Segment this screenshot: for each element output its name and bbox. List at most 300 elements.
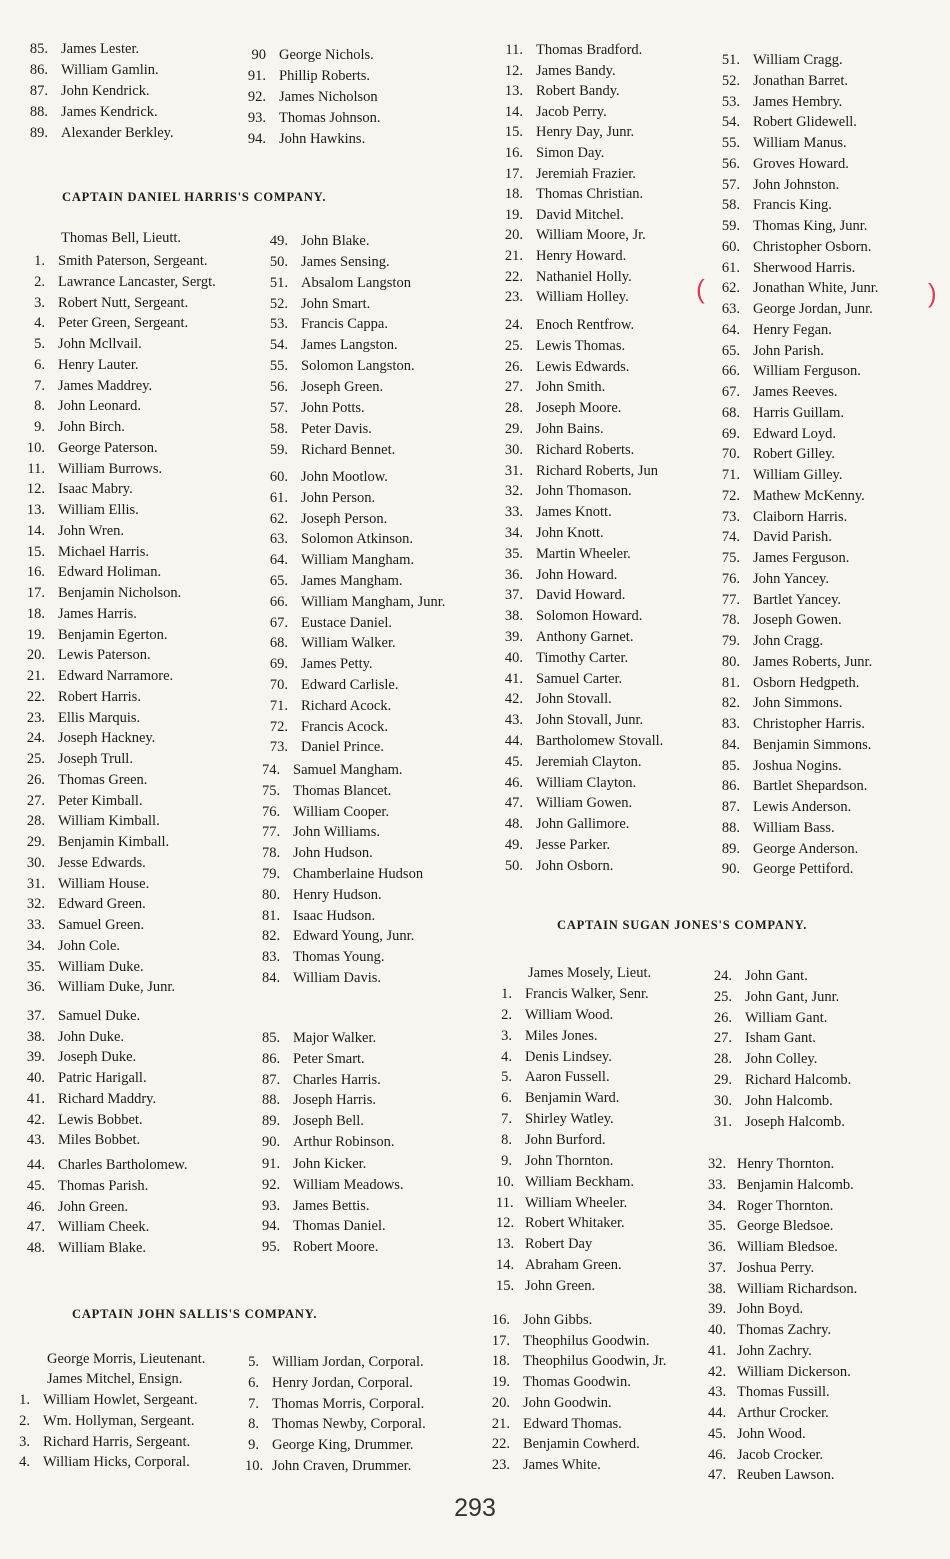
roster-name: Thomas Morris, Corporal. bbox=[272, 1395, 425, 1412]
roster-name: William Blake. bbox=[58, 1240, 147, 1256]
roster-name: Miles Jones. bbox=[525, 1027, 598, 1044]
roster-entry bbox=[496, 1130, 711, 1151]
roster-name: Henry Lauter. bbox=[58, 356, 139, 373]
roster-number: 42. bbox=[26, 1111, 45, 1128]
roster-entry bbox=[18, 102, 248, 123]
roster-entry bbox=[18, 438, 263, 459]
roster-entry bbox=[245, 1373, 475, 1394]
roster-number: 87. bbox=[721, 799, 740, 815]
roster-name: Henry Howard. bbox=[536, 248, 627, 264]
roster-name: Francis Cappa. bbox=[301, 316, 388, 333]
roster-name: Abraham Green. bbox=[525, 1257, 622, 1274]
roster-entry bbox=[18, 687, 263, 708]
roster-entry bbox=[262, 1196, 497, 1217]
roster-entry bbox=[499, 357, 709, 378]
roster-name: Robert Nutt, Sergeant. bbox=[58, 294, 189, 311]
roster-entry bbox=[496, 1067, 711, 1088]
roster-name: Arthur Robinson. bbox=[293, 1134, 395, 1150]
roster-number: 10. bbox=[496, 1173, 515, 1190]
roster-name: Edward Carlisle. bbox=[301, 677, 399, 693]
roster-name: John Wood. bbox=[737, 1425, 806, 1442]
roster-number: 20. bbox=[491, 1394, 510, 1411]
roster-name: John Hawkins. bbox=[279, 131, 366, 147]
roster-name: Thomas Blancet. bbox=[293, 782, 392, 799]
roster-entry bbox=[499, 81, 709, 102]
roster-entry bbox=[496, 1088, 711, 1109]
roster-name: Theophilus Goodwin, Jr. bbox=[523, 1353, 667, 1370]
roster-number: 92. bbox=[262, 1176, 281, 1193]
roster-name: William Gamlin. bbox=[61, 62, 159, 78]
roster-name: David Parish. bbox=[753, 529, 832, 546]
roster-number: 28. bbox=[504, 400, 523, 417]
roster-number: 83. bbox=[721, 716, 740, 732]
roster-name: Henry Day, Junr. bbox=[536, 124, 635, 141]
roster-entry bbox=[262, 1070, 497, 1091]
roster-entry bbox=[499, 689, 709, 710]
roster-entry bbox=[499, 287, 709, 308]
roster-number: 75. bbox=[721, 550, 740, 566]
roster-number: 50. bbox=[504, 857, 523, 874]
roster-name: John Gant, Junr. bbox=[745, 988, 840, 1005]
roster-number: 47. bbox=[504, 795, 523, 812]
roster-entry bbox=[262, 1028, 497, 1049]
roster-name: Wm. Hollyman, Sergeant. bbox=[43, 1412, 195, 1429]
roster-entry bbox=[18, 562, 263, 583]
roster-number: 94. bbox=[262, 1218, 281, 1235]
roster-entry bbox=[499, 164, 709, 185]
roster-name: William Ellis. bbox=[58, 502, 139, 518]
roster-entry bbox=[262, 252, 497, 273]
roster-number: 94. bbox=[247, 131, 266, 147]
roster-number: 77. bbox=[721, 591, 740, 608]
roster-name: Christopher Harris. bbox=[753, 716, 865, 732]
roster-name: Henry Hudson. bbox=[293, 886, 382, 903]
roster-name: Ellis Marquis. bbox=[58, 709, 141, 726]
roster-number: 12. bbox=[496, 1215, 515, 1232]
roster-name: James White. bbox=[523, 1456, 601, 1473]
roster-entry bbox=[262, 1132, 497, 1153]
roster-name: John Parish. bbox=[753, 342, 824, 359]
roster-number: 83. bbox=[262, 949, 281, 966]
roster-entry bbox=[499, 315, 709, 336]
roster-entry bbox=[716, 341, 936, 362]
roster-number: 8. bbox=[248, 1416, 259, 1433]
roster-number: 6. bbox=[34, 356, 45, 373]
roster-entry bbox=[716, 652, 936, 673]
roster-entry bbox=[496, 984, 711, 1005]
roster-number: 42. bbox=[708, 1363, 727, 1380]
roster-number: 78. bbox=[721, 612, 740, 629]
roster-number: 1. bbox=[34, 253, 45, 269]
roster-entry bbox=[496, 1193, 711, 1214]
roster-name: Joseph Moore. bbox=[536, 400, 622, 417]
roster-entry bbox=[262, 885, 497, 906]
roster-number: 6. bbox=[501, 1090, 512, 1107]
sugan-jones-list-col1 bbox=[496, 984, 711, 1304]
roster-number: 14. bbox=[496, 1257, 515, 1274]
roster-entry bbox=[496, 1151, 711, 1172]
roster-number: 49. bbox=[504, 837, 523, 853]
margin-bracket-close: ) bbox=[928, 278, 937, 308]
roster-entry bbox=[716, 299, 936, 320]
roster-entry bbox=[708, 1091, 938, 1112]
roster-number: 7. bbox=[248, 1395, 259, 1412]
roster-name: James Sensing. bbox=[301, 253, 390, 270]
roster-entry bbox=[708, 987, 938, 1008]
roster-name: Chamberlaine Hudson bbox=[293, 866, 424, 882]
roster-entry bbox=[499, 606, 709, 627]
roster-name: Michael Harris. bbox=[58, 543, 149, 560]
roster-entry bbox=[716, 548, 936, 569]
roster-name: Benjamin Simmons. bbox=[753, 736, 872, 753]
roster-entry bbox=[262, 509, 497, 530]
roster-name: Benjamin Ward. bbox=[525, 1090, 620, 1107]
roster-name: John Duke. bbox=[58, 1028, 125, 1045]
roster-entry bbox=[18, 60, 248, 81]
roster-name: James Knott. bbox=[536, 504, 612, 521]
roster-name: Henry Thornton. bbox=[737, 1156, 835, 1172]
roster-number: 39. bbox=[26, 1049, 45, 1066]
roster-number: 41. bbox=[504, 670, 523, 687]
roster-entry bbox=[486, 1310, 711, 1331]
roster-name: Nathaniel Holly. bbox=[536, 268, 632, 285]
roster-name: Groves Howard. bbox=[753, 155, 849, 172]
roster-number: 66. bbox=[269, 593, 288, 610]
roster-name: John Potts. bbox=[301, 399, 365, 416]
roster-name: William Bledsoe. bbox=[737, 1239, 838, 1255]
roster-number: 30. bbox=[713, 1092, 732, 1109]
roster-entry bbox=[262, 696, 497, 717]
roster-number: 11. bbox=[27, 460, 45, 477]
roster-name: Theophilus Goodwin. bbox=[523, 1332, 650, 1349]
roster-name: James Mangham. bbox=[301, 573, 403, 589]
roster-number: 37. bbox=[504, 587, 523, 604]
roster-number: 17. bbox=[504, 165, 523, 182]
roster-name: Martin Wheeler. bbox=[536, 545, 631, 562]
roster-entry bbox=[716, 258, 936, 279]
roster-name: Shirley Watley. bbox=[525, 1111, 614, 1128]
col1-top-list bbox=[18, 39, 248, 149]
roster-entry bbox=[496, 1213, 711, 1234]
roster-number: 60. bbox=[269, 469, 288, 485]
roster-name: John Johnston. bbox=[753, 176, 840, 193]
roster-name: Peter Green, Sergeant. bbox=[58, 315, 189, 332]
roster-name: William Ferguson. bbox=[753, 363, 861, 380]
roster-number: 47. bbox=[26, 1219, 45, 1236]
roster-name: Enoch Rentfrow. bbox=[536, 317, 635, 333]
roster-entry bbox=[708, 1341, 938, 1362]
roster-entry bbox=[246, 129, 481, 150]
roster-number: 28. bbox=[26, 813, 45, 830]
roster-name: Joseph Person. bbox=[301, 510, 388, 527]
roster-entry bbox=[18, 1089, 263, 1110]
roster-number: 58. bbox=[269, 420, 288, 437]
roster-entry bbox=[716, 818, 936, 839]
roster-entry bbox=[18, 313, 263, 334]
roster-number: 89. bbox=[29, 125, 48, 141]
roster-name: Samuel Mangham. bbox=[293, 762, 403, 778]
roster-name: Thomas Newby, Corporal. bbox=[272, 1416, 426, 1433]
roster-entry bbox=[499, 752, 709, 773]
heading-john-sallis-company: CAPTAIN JOHN SALLIS'S COMPANY. bbox=[72, 1307, 318, 1321]
roster-name: Thomas Green. bbox=[58, 771, 148, 788]
roster-number: 59. bbox=[269, 441, 288, 458]
roster-entry bbox=[18, 355, 263, 376]
roster-number: 53. bbox=[269, 316, 288, 333]
roster-number: 54. bbox=[269, 337, 288, 354]
sugan-jones-list-col2 bbox=[708, 966, 938, 1136]
roster-name: George Bledsoe. bbox=[737, 1218, 834, 1235]
roster-name: James Reeves. bbox=[753, 384, 838, 400]
roster-entry bbox=[716, 195, 936, 216]
roster-entry bbox=[262, 529, 497, 550]
roster-name: John Knott. bbox=[536, 525, 604, 541]
roster-entry bbox=[716, 278, 936, 299]
roster-number: 29. bbox=[504, 421, 523, 437]
roster-name: William Manus. bbox=[753, 135, 847, 151]
roster-number: 85. bbox=[721, 757, 740, 774]
roster-name: Smith Paterson, Sergeant. bbox=[58, 253, 208, 269]
roster-name: John Gant. bbox=[745, 968, 808, 984]
roster-number: 76. bbox=[721, 570, 740, 587]
roster-entry bbox=[496, 1026, 711, 1047]
roster-entry bbox=[499, 481, 709, 502]
roster-entry bbox=[245, 1435, 475, 1456]
roster-number: 55. bbox=[269, 358, 288, 375]
roster-name: John Hudson. bbox=[293, 845, 373, 862]
roster-number: 9. bbox=[34, 419, 45, 435]
roster-entry bbox=[499, 461, 709, 482]
roster-number: 49. bbox=[269, 233, 288, 249]
roster-name: Isham Gant. bbox=[745, 1030, 816, 1047]
roster-number: 62. bbox=[269, 510, 288, 527]
roster-name: William Gant. bbox=[745, 1009, 828, 1026]
roster-entry bbox=[18, 791, 263, 812]
roster-name: William Burrows. bbox=[58, 460, 163, 477]
roster-name: Edward Holiman. bbox=[58, 564, 162, 581]
roster-entry bbox=[499, 267, 709, 288]
roster-number: 33. bbox=[504, 504, 523, 521]
roster-number: 73. bbox=[721, 508, 740, 525]
roster-name: Christopher Osborn. bbox=[753, 238, 872, 255]
roster-number: 80. bbox=[262, 886, 281, 903]
roster-name: Benjamin Cowherd. bbox=[523, 1436, 640, 1453]
roster-entry bbox=[716, 403, 936, 424]
roster-entry bbox=[716, 756, 936, 777]
roster-name: Benjamin Egerton. bbox=[58, 626, 168, 643]
roster-entry bbox=[262, 273, 497, 294]
daniel-harris-list-col1 bbox=[18, 251, 263, 1001]
roster-entry bbox=[486, 1351, 711, 1372]
roster-name: John Wren. bbox=[58, 522, 125, 539]
roster-number: 19. bbox=[504, 206, 523, 223]
roster-entry bbox=[18, 1110, 263, 1131]
roster-name: William Cooper. bbox=[293, 803, 390, 820]
roster-name: Bartholomew Stovall. bbox=[536, 733, 664, 749]
roster-entry bbox=[496, 1276, 711, 1297]
roster-name: William Moore, Jr. bbox=[536, 227, 646, 244]
roster-number: 78. bbox=[262, 845, 281, 862]
heading-sugan-jones-company: CAPTAIN SUGAN JONES'S COMPANY. bbox=[557, 918, 808, 932]
roster-number: 4. bbox=[34, 315, 45, 332]
roster-number: 48. bbox=[504, 816, 523, 833]
roster-entry bbox=[18, 708, 263, 729]
roster-name: James Bettis. bbox=[293, 1197, 370, 1214]
roster-number: 90. bbox=[721, 861, 740, 878]
roster-name: Harris Guillam. bbox=[753, 404, 845, 421]
roster-entry bbox=[262, 335, 497, 356]
roster-entry bbox=[262, 550, 497, 571]
roster-entry bbox=[18, 894, 263, 915]
roster-number: 11. bbox=[496, 1194, 514, 1211]
roster-number: 69. bbox=[269, 656, 288, 673]
roster-entry bbox=[262, 356, 497, 377]
roster-name: Joshua Perry. bbox=[737, 1259, 815, 1276]
roster-entry bbox=[18, 1027, 263, 1048]
roster-name: John Smart. bbox=[301, 295, 371, 312]
roster-entry bbox=[262, 968, 497, 989]
roster-number: 23. bbox=[504, 289, 523, 306]
roster-entry bbox=[262, 488, 497, 509]
roster-number: 44. bbox=[708, 1405, 727, 1421]
roster-name: Thomas Bradford. bbox=[536, 42, 643, 58]
roster-name: George Paterson. bbox=[58, 439, 158, 456]
roster-entry bbox=[18, 811, 263, 832]
roster-entry bbox=[262, 440, 497, 461]
roster-name: John Stovall, Junr. bbox=[536, 712, 644, 729]
roster-name: Solomon Langston. bbox=[301, 358, 415, 375]
roster-entry bbox=[262, 926, 497, 947]
daniel-harris-list-col1b bbox=[18, 1006, 263, 1156]
roster-name: Robert Gilley. bbox=[753, 446, 836, 463]
roster-name: Jonathan White, Junr. bbox=[753, 280, 879, 297]
roster-entry bbox=[708, 1154, 938, 1175]
roster-number: 44. bbox=[504, 733, 523, 749]
roster-entry bbox=[18, 1047, 263, 1068]
roster-name: Jesse Edwards. bbox=[58, 854, 146, 871]
roster-entry bbox=[716, 133, 936, 154]
roster-name: Jacob Perry. bbox=[536, 103, 607, 120]
roster-number: 7. bbox=[501, 1111, 512, 1128]
roster-name: Edward Young, Junr. bbox=[293, 928, 415, 945]
roster-name: Bartlet Yancey. bbox=[753, 591, 842, 608]
roster-name: Thomas Young. bbox=[293, 949, 385, 966]
roster-number: 23. bbox=[26, 709, 45, 726]
roster-name: John Leonard. bbox=[58, 398, 141, 415]
roster-number: 13. bbox=[26, 502, 45, 518]
roster-entry bbox=[18, 1068, 263, 1089]
roster-number: 13. bbox=[496, 1236, 515, 1253]
roster-name: William Duke. bbox=[58, 958, 144, 975]
roster-entry bbox=[716, 714, 936, 735]
roster-name: William Meadows. bbox=[293, 1176, 404, 1193]
roster-name: John Cole. bbox=[58, 937, 121, 954]
roster-name: Thomas Christian. bbox=[536, 186, 644, 203]
roster-entry bbox=[246, 45, 481, 66]
col4-top-list bbox=[716, 50, 936, 885]
roster-number: 18. bbox=[26, 605, 45, 622]
roster-entry bbox=[262, 822, 497, 843]
roster-name: Samuel Duke. bbox=[58, 1008, 141, 1024]
roster-entry bbox=[499, 419, 709, 440]
roster-entry bbox=[708, 1258, 938, 1279]
roster-name: George Pettiford. bbox=[753, 861, 854, 878]
roster-number: 34. bbox=[26, 937, 45, 954]
roster-entry bbox=[262, 864, 497, 885]
roster-entry bbox=[18, 583, 263, 604]
roster-entry bbox=[716, 382, 936, 403]
roster-number: 27. bbox=[504, 379, 523, 396]
roster-number: 74. bbox=[721, 529, 740, 546]
roster-name: Jesse Parker. bbox=[536, 837, 611, 853]
roster-number: 89. bbox=[262, 1113, 281, 1130]
roster-name: Edward Loyd. bbox=[753, 425, 836, 442]
roster-number: 16. bbox=[504, 145, 523, 161]
roster-entry bbox=[716, 320, 936, 341]
roster-entry bbox=[716, 486, 936, 507]
roster-name: Eustace Daniel. bbox=[301, 614, 392, 631]
roster-number: 64. bbox=[721, 321, 740, 338]
roster-number: 61. bbox=[269, 489, 288, 506]
roster-name: Joseph Trull. bbox=[58, 751, 133, 767]
roster-number: 34. bbox=[504, 525, 523, 541]
roster-entry bbox=[262, 654, 497, 675]
roster-entry bbox=[262, 398, 497, 419]
roster-number: 86. bbox=[29, 62, 48, 78]
roster-name: William House. bbox=[58, 875, 150, 892]
roster-name: Anthony Garnet. bbox=[536, 629, 634, 645]
roster-entry bbox=[486, 1455, 711, 1476]
roster-number: 3. bbox=[501, 1027, 512, 1044]
roster-entry bbox=[708, 1382, 938, 1403]
roster-name: Simon Day. bbox=[536, 145, 605, 161]
roster-name: William Wheeler. bbox=[525, 1194, 628, 1211]
roster-entry bbox=[486, 1434, 711, 1455]
roster-name: John Yancey. bbox=[753, 570, 829, 587]
roster-name: David Mitchel. bbox=[536, 206, 624, 223]
roster-number: 41. bbox=[708, 1342, 727, 1359]
roster-number: 33. bbox=[26, 917, 45, 933]
roster-number: 24. bbox=[504, 317, 523, 333]
roster-entry bbox=[18, 604, 263, 625]
roster-entry bbox=[262, 947, 497, 968]
heading-daniel-harris-company: CAPTAIN DANIEL HARRIS'S COMPANY. bbox=[62, 190, 327, 204]
roster-number: 35. bbox=[708, 1218, 727, 1235]
roster-number: 43. bbox=[504, 712, 523, 729]
roster-number: 25. bbox=[713, 988, 732, 1005]
roster-name: James Maddrey. bbox=[58, 377, 153, 394]
roster-name: William Cheek. bbox=[58, 1219, 150, 1236]
roster-number: 92. bbox=[247, 89, 266, 105]
roster-number: 95. bbox=[262, 1239, 281, 1256]
roster-entry bbox=[262, 377, 497, 398]
roster-number: 67. bbox=[269, 614, 288, 631]
roster-name: John Gallimore. bbox=[536, 816, 630, 833]
roster-name: Aaron Fussell. bbox=[525, 1069, 610, 1086]
roster-number: 90. bbox=[262, 1134, 281, 1150]
roster-name: John Person. bbox=[301, 489, 376, 506]
roster-number: 26. bbox=[504, 358, 523, 375]
roster-entry bbox=[262, 717, 497, 738]
roster-name: Lewis Bobbet. bbox=[58, 1111, 143, 1128]
roster-number: 58. bbox=[721, 197, 740, 214]
sugan-jones-list-col1b bbox=[486, 1310, 711, 1480]
roster-name: James Kendrick. bbox=[61, 104, 158, 120]
roster-name: John Blake. bbox=[301, 233, 370, 249]
roster-entry bbox=[18, 396, 263, 417]
roster-name: George Anderson. bbox=[753, 840, 859, 857]
roster-name: Benjamin Kimball. bbox=[58, 834, 170, 850]
